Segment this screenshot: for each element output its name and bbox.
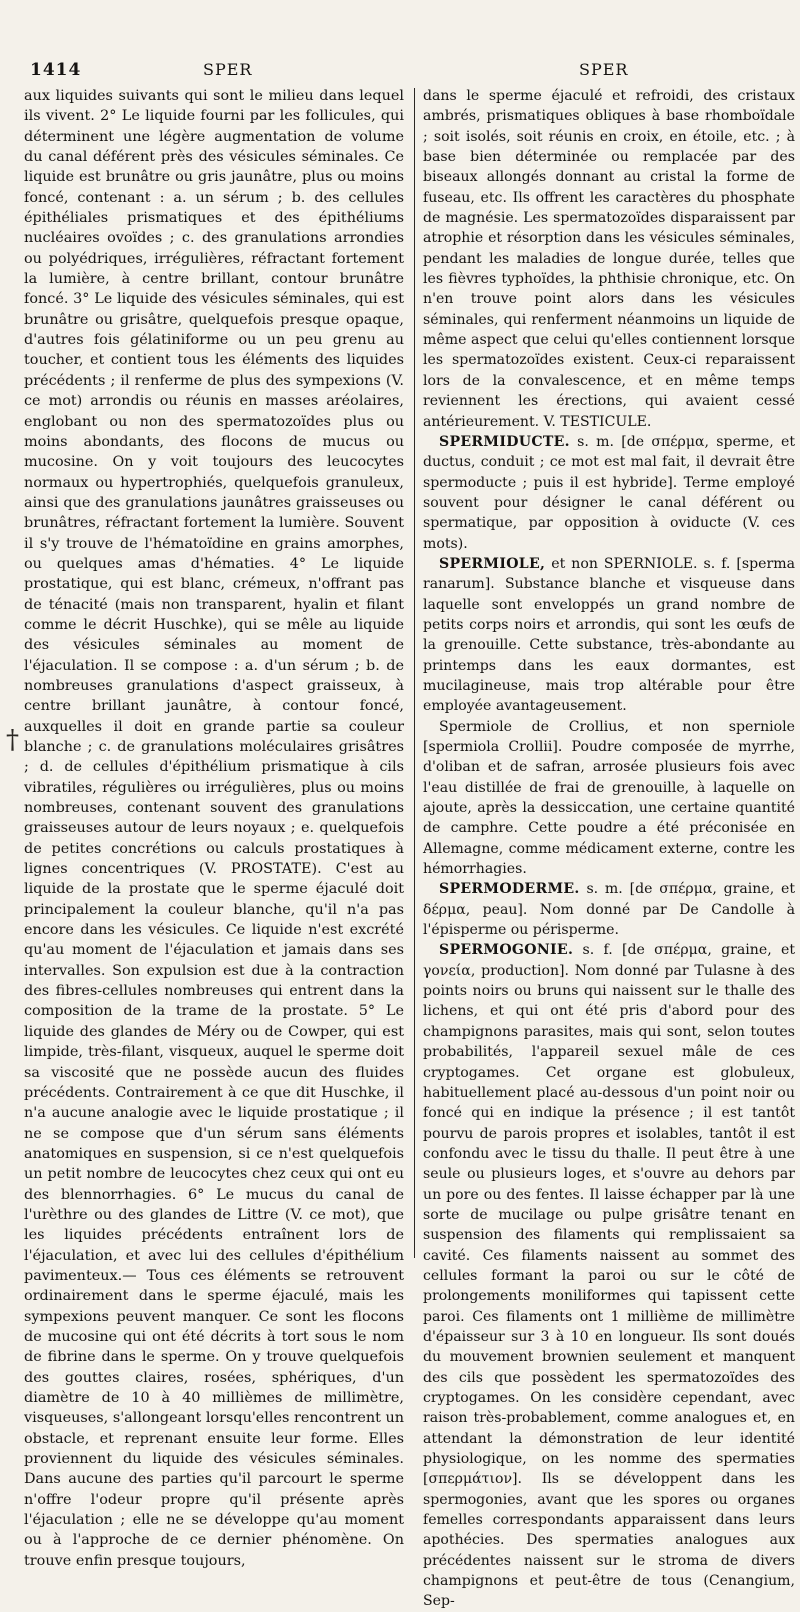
left-column-text: aux liquides suivants qui sont le milieu dans lequel ils vivent. 2° Le liquide fourni par les follicules, qui déterminent une légère augmentation de volume du canal déférent près des vésicules séminales. Ce liquide est brunâtre ou gris jaunâtre, plus ou moins foncé, contenant : a. un sérum ; b. des cellules épithéliales prismatiques et des épithéliums nucléaires ovoïdes ; c. des granulations arrondies ou polyédriques, irrégulières, réfractant fortement la lumière, à centre brillant, contour brunâtre foncé. 3° Le liquide des vésicules séminales, qui est brunâtre ou grisâtre, quelquefois presque opaque, d'autres fois gélatiniforme ou un peu grenu au toucher, et contient tous les éléments des liquides précédents ; il renferme de plus des sympexions (V. ce mot) arrondis ou réunis en masses aréolaires, englobant ou non des spermatozoïdes plus ou moins abondants, des flocons de mucus ou mucosine. On y voit toujours des leucocytes normaux ou hypertrophiés, quelquefois granuleux, ainsi que des granulations jaunâtres graisseuses ou brunâtres, réfractant fortement la lumière. Souvent il s'y trouve de l'hématoïdine en grains amorphes, ou quelques amas d'hématies. 4° Le liquide prostatique, qui est blanc, crémeux, n'offrant pas de ténacité (mais non transparent, hyalin et filant comme le décrit Huschke), qui se mêle au liquide des vésicules séminales au moment de l'éjaculation. Il se compose : a. d'un sérum ; b. de nombreuses granulations d'aspect graisseux, à centre brillant jaunâtre, à contour foncé, auxquelles il doit en grande partie sa couleur blanche ; c. de granulations moléculaires grisâtres ; d. de cellules d'épithélium prismatique à cils vibratiles, régulières ou irrégulières, plus ou moins nombreuses, contenant souvent des granulations graisseuses autour de leurs noyaux ; e. quelquefois de petites concrétions ou calculs prostatiques à lignes concentriques (V. PROSTATE). C'est au liquide de la prostate que le sperme éjaculé doit principalement la couleur blanche, qu'il n'a pas encore dans les vésicules. Ce liquide n'est excrété qu'au moment de l'éjaculation et jamais dans ses intervalles. Son expulsion est due à la contraction des fibres-cellules nombreuses qui entrent dans la composition de la trame de la prostate. 5° Le liquide des glandes de Méry ou de Cowper, qui est limpide, très-filant, visqueux, auquel le sperme doit sa viscosité que ne possède aucun des fluides précédents. Contrairement à ce que dit Huschke, il n'a aucune analogie avec le liquide prostatique ; il ne se compose que d'un sérum sans éléments anatomiques en suspension, si ce n'est quelquefois un petit nombre de leucocytes chez ceux qui ont eu des blennorrhagies. 6° Le mucus du canal de l'urèthre ou des glandes de Littre (V. ce mot), que les liquides précédents entraînent lors de l'éjaculation, et avec lui des cellules d'épithélium pavimenteux.— Tous ces éléments se retrouvent ordinairement dans le sperme éjaculé, mais les sympexions peuvent manquer. Ce sont les flocons de mucosine qui ont été décrits à tort sous le nom de fibrine dans le sperme. On y trouve quelquefois des gouttes claires, rosées, sphériques, d'un diamètre de 10 à 40 millièmes de millimètre, visqueuses, s'allongeant lorsqu'elles rencontrent un obstacle, et reprenant ensuite leur forme. Elles proviennent du liquide des vésicules séminales. Dans aucune des parties qu'il parcourt le sperme n'offre l'odeur propre qu'il présente après l'éjaculation ; elle ne se développe qu'au moment ou à l'approche de ce dernier phénomène. On trouve enfin presque toujours, bbox=[24, 88, 404, 1569]
right-column bbox=[423, 86, 795, 1612]
entry-body: et non SPERNIOLE. s. f. [sperma ranarum]. Substance blanche et visqueuse dans laquelle sont enveloppés un grand nombre de petits corps noirs et arrondis, qui sont les œufs de la grenouille. Cette substance, très-abondante au printemps dans les eaux dormantes, est mucilagineuse, mais trop altérable pour être employée avantageusement. bbox=[423, 555, 795, 715]
page-header bbox=[0, 60, 800, 84]
running-head-left: SPER bbox=[203, 60, 253, 79]
headword: SPERMIDUCTE. bbox=[439, 433, 570, 450]
handwritten-margin-mark: † bbox=[6, 725, 19, 755]
running-head-right: SPER bbox=[579, 60, 629, 79]
entry-body: s. f. [de σπέρμα, graine, et γονεία, production]. Nom donné par Tulasne à des points noirs ou bruns qui naissent sur le thalle des lichens, et qui ont été pris d'abord pour des champignons parasites, mais qui sont, selon toutes probabilités, l'appareil sexuel mâle de ces cryptogames. Cet organe est globuleux, habituellement placé au-dessous d'un point noir ou foncé qui en indique la présence ; il est tantôt pourvu de parois propres et isolables, tantôt il est confondu avec le tissu du thalle. Il peut être à une seule ou plusieurs loges, et s'ouvre au dehors par un pore ou des fentes. Il laisse échapper par là une sorte de mucilage ou pulpe grisâtre tenant en suspension des filaments qui remplissaient sa cavité. Ces filaments naissent au sommet des cellules formant la paroi ou sur le côté de prolongements moniliformes qui tapissent cette paroi. Ces filaments ont 1 millième de millimètre d'épaisseur sur 3 à 10 en longueur. Ils sont doués du mouvement brownien seulement et manquent des cils que possèdent les spermatozoïdes des cryptogames. On les considère cependant, avec raison très-probablement, comme analogues et, en attendant la démonstration de leur identité physiologique, on les nomme des spermaties [σπερμάτιον]. Ils se développent dans les spermogonies, avant que les spores ou organes femelles correspondants apparaissent dans leurs apothécies. Des spermaties analogues aux précédentes naissent sur le stroma de divers champignons et peut-être de tous (Cenangium, Sep- bbox=[423, 942, 795, 1610]
column-divider bbox=[414, 88, 415, 1258]
entry-body: s. m. [de σπέρμα, graine, et δέρμα, peau]. Nom donné par De Candolle à l'épisperme ou périsperme. bbox=[423, 881, 795, 939]
right-column-continuation: dans le sperme éjaculé et refroidi, des cristaux ambrés, prismatiques obliques à base rhomboïdale ; soit isolés, soit réunis en croix, en étoile, etc. ; à base bien déterminée ou remplacée par des biseaux allongés donnant au cristal la forme de fuseau, etc. Ils offrent les caractères du phosphate de magnésie. Les spermatozoïdes disparaissent par atrophie et résorption dans les vésicules séminales, pendant les maladies de longue durée, telles que les fièvres typhoïdes, la phthisie chronique, etc. On n'en trouve point alors dans les vésicules séminales, qui renferment néanmoins un liquide de même aspect que celui qu'elles contiennent lorsque les spermatozoïdes existent. Ceux-ci reparaissent lors de la convalescence, et en même temps reviennent les érections, qui avaient cessé antérieurement. V. TESTICULE. bbox=[423, 88, 795, 430]
entry-spermiole-de-crollius bbox=[423, 717, 795, 880]
entry-spermiducte bbox=[423, 432, 795, 554]
entry-body: Spermiole de Crollius, et non sperniole [spermiola Crollii]. Poudre composée de myrrhe, d'oliban et de safran, arrosée plusieurs fois avec l'eau distillée de frai de grenouille, à laquelle on ajoute, après la dessiccation, une certaine quantité de camphre. Cette poudre a été préconisée en Allemagne, comme médicament externe, contre les hémorrhagies. bbox=[423, 718, 795, 878]
entry-spermogonie bbox=[423, 940, 795, 1611]
entry-body: s. m. [de σπέρμα, sperme, et ductus, conduit ; ce mot est mal fait, il devrait être spermoducte ; puis il est hybride]. Terme employé souvent pour désigner le canal déférent ou spermatique, par opposition à oviducte (V. ces mots). bbox=[423, 433, 796, 552]
headword: SPERMOGONIE. bbox=[439, 942, 574, 959]
left-column bbox=[24, 86, 404, 1571]
entry-spermoderme bbox=[423, 879, 795, 940]
page-number: 1414 bbox=[30, 60, 82, 80]
entry-spermiole bbox=[423, 554, 795, 717]
headword: SPERMODERME. bbox=[439, 881, 580, 898]
headword: SPERMIOLE, bbox=[439, 555, 546, 572]
